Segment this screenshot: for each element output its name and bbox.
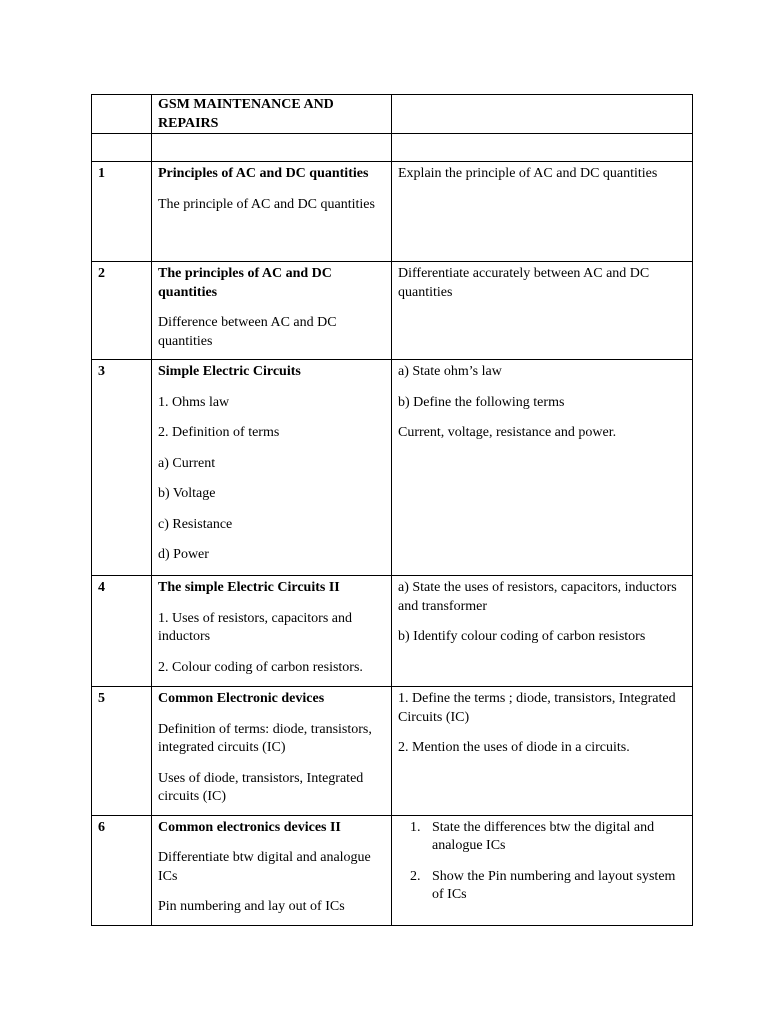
header-title-cell xyxy=(152,95,392,134)
row-number: 6 xyxy=(92,815,152,925)
empty-cell xyxy=(92,134,152,162)
content-item: d) Power xyxy=(158,547,209,562)
topic-cell xyxy=(152,815,392,925)
topic-title: The principles of AC and DC quantities xyxy=(158,266,332,300)
row-number: 3 xyxy=(92,360,152,576)
row-number: 5 xyxy=(92,687,152,816)
table-row xyxy=(92,687,693,816)
table-row xyxy=(92,576,693,687)
objectives-cell xyxy=(392,815,693,925)
topic-cell xyxy=(152,687,392,816)
objectives-cell xyxy=(392,576,693,687)
topic-title: Principles of AC and DC quantities xyxy=(158,166,369,181)
content-item: 1. Uses of resistors, capacitors and inductors xyxy=(158,610,353,644)
syllabus-table xyxy=(91,94,693,926)
objective-item: Explain the principle of AC and DC quantities xyxy=(398,166,658,181)
topic-title: Common electronics devices II xyxy=(158,819,341,835)
table-row xyxy=(92,162,693,262)
objective-item: a) State the uses of resistors, capacitors, inductors and transformer xyxy=(398,580,677,614)
topic-cell xyxy=(152,360,392,576)
topic-title: Simple Electric Circuits xyxy=(158,364,301,379)
content-item: 2. Definition of terms xyxy=(158,425,280,440)
objective-item: b) Define the following terms xyxy=(398,394,565,410)
topic-title: Common Electronic devices xyxy=(158,691,325,706)
content-item: Pin numbering and lay out of ICs xyxy=(158,899,345,914)
content-item: Differentiate btw digital and analogue ICs xyxy=(158,850,371,884)
topic-cell xyxy=(152,162,392,262)
header-num-cell xyxy=(92,95,152,134)
table-row xyxy=(92,815,693,925)
row-number: 4 xyxy=(92,576,152,687)
content-item: c) Resistance xyxy=(158,516,233,532)
content-item: 2. Colour coding of carbon resistors. xyxy=(158,659,363,675)
table-empty-row xyxy=(92,134,693,162)
topic-cell xyxy=(152,262,392,360)
objective-item: 1. State the differences btw the digital and analogue ICs xyxy=(424,819,686,856)
content-item: The principle of AC and DC quantities xyxy=(158,196,375,212)
objective-item: Differentiate accurately between AC and DC quantities xyxy=(398,266,650,300)
content-item: Uses of diode, transistors, Integrated circuits (IC) xyxy=(158,770,364,804)
objectives-cell xyxy=(392,360,693,576)
objective-item: b) Identify colour coding of carbon resistors xyxy=(398,629,646,644)
objective-item: 2. Mention the uses of diode in a circuits. xyxy=(398,740,630,755)
document-title: GSM MAINTENANCE AND REPAIRS xyxy=(158,97,334,131)
objectives-numbered-list xyxy=(398,819,686,905)
content-item: Difference between AC and DC quantities xyxy=(158,315,337,349)
row-number: 1 xyxy=(92,162,152,262)
objectives-cell xyxy=(392,262,693,360)
objective-item: Current, voltage, resistance and power. xyxy=(398,425,617,440)
table-row xyxy=(92,360,693,576)
objectives-cell xyxy=(392,687,693,816)
objectives-cell xyxy=(392,162,693,262)
objective-item: a) State ohm’s law xyxy=(398,364,502,379)
topic-cell xyxy=(152,576,392,687)
content-item: 1. Ohms law xyxy=(158,394,230,410)
topic-title: The simple Electric Circuits II xyxy=(158,580,340,595)
row-number: 2 xyxy=(92,262,152,360)
content-item: a) Current xyxy=(158,455,216,471)
table-row xyxy=(92,262,693,360)
table-header-row xyxy=(92,95,693,134)
empty-cell xyxy=(152,134,392,162)
content-item: b) Voltage xyxy=(158,486,216,501)
objective-item: 2. Show the Pin numbering and layout system of ICs xyxy=(424,868,686,905)
content-item: Definition of terms: diode, transistors, integrated circuits (IC) xyxy=(158,721,372,755)
empty-cell xyxy=(392,134,693,162)
objective-item: 1. Define the terms ; diode, transistors, Integrated Circuits (IC) xyxy=(398,691,676,725)
header-objectives-cell xyxy=(392,95,693,134)
